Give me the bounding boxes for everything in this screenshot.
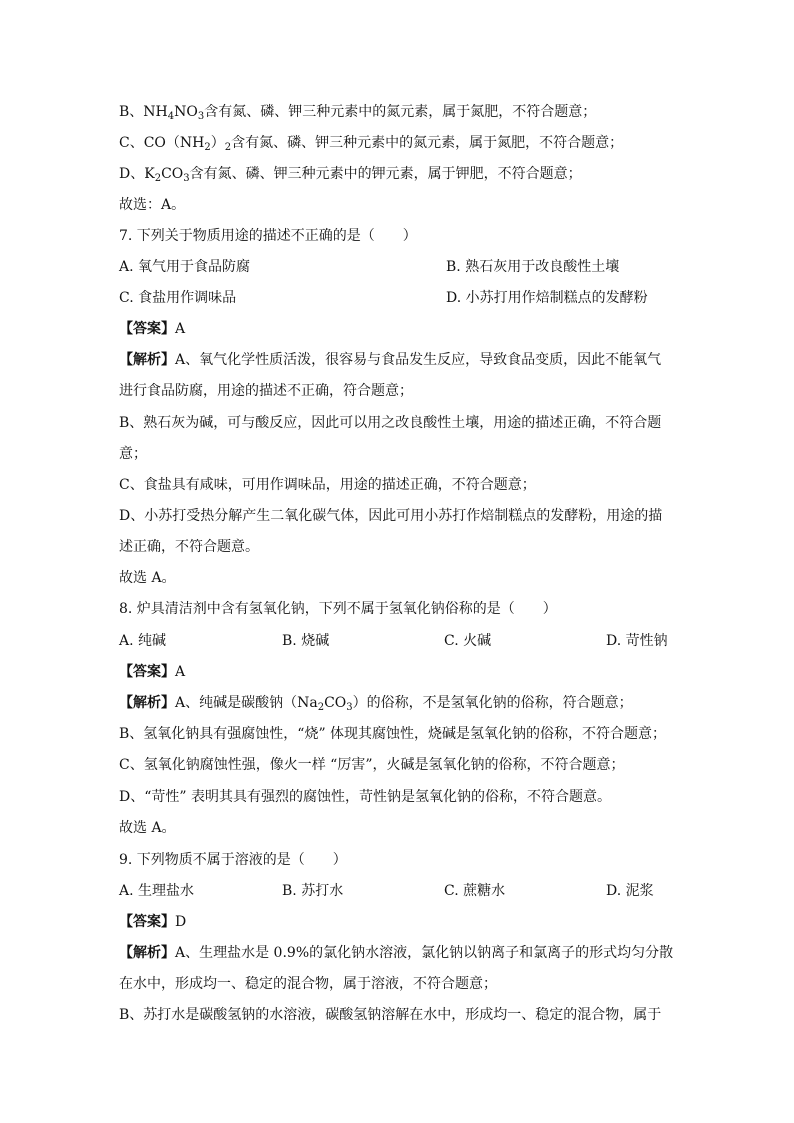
q6-option-b-analysis: B、$NH_4NO_3$含有氮、磷、钾三种元素中的氮元素，属于氮肥，不符合题意； xyxy=(119,104,597,122)
q6-conclusion: 故选：A。 xyxy=(119,197,186,213)
q7-analysis-line: 意； xyxy=(119,446,147,462)
q9-option-c: C. 蔗糖水 xyxy=(444,883,506,899)
q7-analysis-line: 【解析】A、氧气化学性质活泼，很容易与食品发生反应，导致食品变质，因此不能氧气 xyxy=(119,352,662,368)
q6-option-c-analysis: C、$CO(NH_2)_2$含有氮、磷、钾三种元素中的氮元素，属于氮肥，不符合题意； xyxy=(119,135,624,153)
q9-analysis-line: 在水中，形成均一、稳定的混合物，属于溶液，不符合题意； xyxy=(119,976,497,992)
q7-analysis-line: C、食盐具有咸味，可用作调味品，用途的描述正确，不符合题意； xyxy=(119,477,536,493)
q8-analysis-line: 【解析】A、纯碱是碳酸钠$(Na_2CO_3)$的俗称，不是氢氧化钠的俗称，符合题意； xyxy=(119,695,633,713)
q7-analysis-line: 进行食品防腐，用途的描述不正确，符合题意； xyxy=(119,383,413,399)
q7-option-a: A. 氧气用于食品防腐 xyxy=(119,259,251,275)
q9-answer: 【答案】D xyxy=(119,914,187,930)
q8-conclusion: 故选 A。 xyxy=(119,820,176,836)
q7-option-b: B. 熟石灰用于改良酸性土壤 xyxy=(446,259,620,275)
q7-question: 7. 下列关于物质用途的描述不正确的是（ ） xyxy=(119,228,417,244)
q8-analysis-line: B、氢氧化钠具有强腐蚀性，“烧” 体现其腐蚀性，烧碱是氢氧化钠的俗称，不符合题意； xyxy=(119,726,667,742)
q8-option-c: C. 火碱 xyxy=(444,633,492,649)
q7-conclusion: 故选 A。 xyxy=(119,570,176,586)
q9-analysis-line: 【解析】A、生理盐水是 0.9%的氯化钠水溶液，氯化钠以钠离子和氯离子的形式均匀分散 xyxy=(119,945,674,961)
q8-option-a: A. 纯碱 xyxy=(119,633,167,649)
q9-option-a: A. 生理盐水 xyxy=(119,883,195,899)
q7-analysis-line: D、小苏打受热分解产生二氧化碳气体，因此可用小苏打作焙制糕点的发酵粉，用途的描 xyxy=(119,508,663,524)
q8-analysis-line: D、“苛性” 表明其具有强烈的腐蚀性，苛性钠是氢氧化钠的俗称，不符合题意。 xyxy=(119,789,611,805)
q9-analysis-line: B、苏打水是碳酸氢钠的水溶液，碳酸氢钠溶解在水中，形成均一、稳定的混合物，属于 xyxy=(119,1007,662,1023)
q9-option-b: B. 苏打水 xyxy=(282,883,344,899)
q8-option-d: D. 苛性钠 xyxy=(606,633,668,649)
q7-option-c: C. 食盐用作调味品 xyxy=(119,290,237,306)
q6-option-d-analysis: D、$K_2CO_3$含有氮、磷、钾三种元素中的钾元素，属于钾肥，不符合题意； xyxy=(119,166,582,184)
q8-analysis-line: C、氢氧化钠腐蚀性强，像火一样 “厉害”，火碱是氢氧化钠的俗称，不符合题意； xyxy=(119,757,625,773)
q7-analysis-line: 述正确，不符合题意。 xyxy=(119,539,259,555)
q8-question: 8. 炉具清洁剂中含有氢氧化钠，下列不属于氢氧化钠俗称的是（ ） xyxy=(119,601,557,617)
q9-question: 9. 下列物质不属于溶液的是（ ） xyxy=(119,852,347,868)
q8-answer: 【答案】A xyxy=(119,664,186,680)
q7-answer: 【答案】A xyxy=(119,321,186,337)
q7-analysis-line: B、熟石灰为碱，可与酸反应，因此可以用之改良酸性土壤，用途的描述正确，不符合题 xyxy=(119,415,662,431)
q7-option-d: D. 小苏打用作焙制糕点的发酵粉 xyxy=(446,290,648,306)
q8-option-b: B. 烧碱 xyxy=(282,633,330,649)
q9-option-d: D. 泥浆 xyxy=(606,883,654,899)
